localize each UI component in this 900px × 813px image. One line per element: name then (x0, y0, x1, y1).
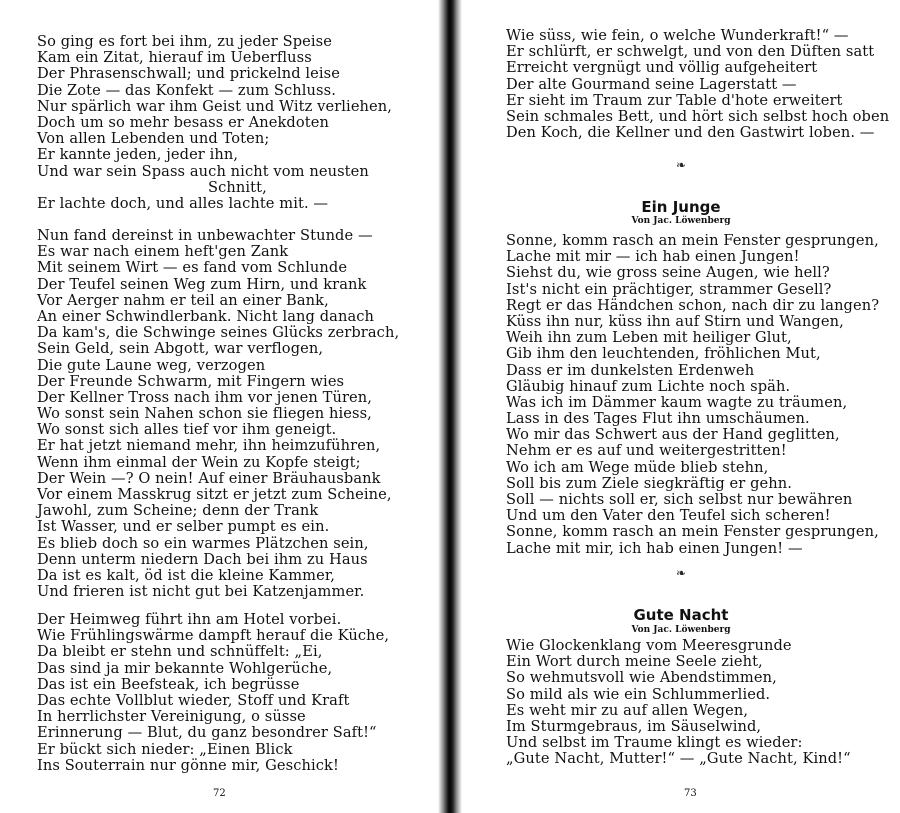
poem-line: Wie Glockenklang vom Meeresgrunde (506, 637, 792, 654)
poem-line: Es weht mir zu auf allen Wegen, (506, 701, 749, 719)
poem-line: Der Teufel seinen Weg zum Hirn, und krank (37, 275, 367, 293)
poem-line: Wo sonst sich alles tief vor ihm geneigt. (37, 421, 337, 439)
poem-line: Er sieht im Traum zur Table d'hote erweitert (506, 91, 843, 109)
poem-line: Den Koch, die Kellner und den Gastwirt loben. — (506, 124, 875, 142)
poem-title: Ein Junge (641, 198, 721, 216)
poem-line: Er kannte jeden, jeder ihn, (37, 146, 239, 164)
poem-line: Der alte Gourmand seine Lagerstatt — (506, 75, 797, 93)
poem-line: Weih ihn zum Leben mit heiliger Glut, (506, 329, 792, 347)
poem-byline: Von Jac. Löwenberg (631, 216, 731, 226)
poem-line: Jawohl, zum Scheine; denn der Trank (37, 502, 319, 520)
poem-line: Soll bis zum Ziele siegkräftig er gehn. (506, 474, 792, 492)
poem-line: Nur spärlich war ihm Geist und Witz verliehen, (37, 97, 393, 115)
page-number: 72 (213, 788, 226, 799)
poem-line: Da ist es kalt, öd ist die kleine Kammer, (37, 566, 336, 584)
poem-line: Der Freunde Schwarm, mit Fingern wies (37, 372, 345, 390)
poem-line: An einer Schwindlerbank. Nicht lang danach (37, 307, 375, 325)
poem-line: Im Sturmgebraus, im Säuselwind, (506, 717, 762, 735)
poem-stanza (506, 28, 889, 141)
poem-line: Gläubig hinauf zum Lichte noch späh. (506, 377, 791, 395)
poem-line: Die gute Laune weg, verzogen (37, 356, 266, 374)
poem-line: So mild als wie ein Schlummerlied. (506, 685, 771, 703)
poem-line: Der Kellner Tross nach ihm vor jenen Türen, (37, 388, 373, 406)
poem-line: Er lachte doch, und alles lachte mit. — (37, 194, 329, 212)
ornament-icon: ❧ (675, 158, 687, 172)
poem-line: Doch um so mehr besass er Anekdoten (37, 113, 329, 131)
poem-line: In herrlichster Vereinigung, o süsse (37, 708, 306, 726)
poem-line: Dass er im dunkelsten Erdenweh (506, 361, 755, 379)
poem-line: Regt er das Händchen schon, nach dir zu langen? (506, 296, 880, 314)
poem-title: Gute Nacht (633, 606, 729, 624)
right-page (462, 0, 900, 813)
poem-line: Der Heimweg führt ihn am Hotel vorbei. (37, 611, 342, 628)
poem-line: Wo sonst sein Nahen schon sie fliegen hiess, (37, 405, 372, 423)
poem-line: So ging es fort bei ihm, zu jeder Speise (37, 33, 332, 50)
poem-line: Wo ich am Wege müde blieb stehn, (506, 458, 769, 476)
poem-line: Der Phrasenschwall; und prickelnd leise (37, 65, 340, 83)
left-page (0, 0, 438, 813)
poem-line: Lache mit mir, ich hab einen Jungen! — (506, 539, 803, 557)
poem-line: Wenn ihm einmal der Wein zu Kopfe steigt; (37, 453, 361, 471)
poem-line: Er hat jetzt niemand mehr, ihn heimzuführen, (37, 437, 381, 455)
poem-line: Ist's nicht ein prächtiger, strammer Gesell? (506, 280, 832, 298)
poem-line: Sonne, komm rasch an mein Fenster gesprungen, (506, 523, 879, 541)
poem-line: So wehmutsvoll wie Abendstimmen, (506, 669, 777, 687)
poem-line: Sonne, komm rasch an mein Fenster gesprungen, (506, 232, 879, 249)
poem-line: Es war nach einem heft'gen Zank (37, 243, 289, 261)
poem-line: Es blieb doch so ein warmes Plätzchen sein, (37, 534, 369, 552)
poem-line: „Gute Nacht, Mutter!“ — „Gute Nacht, Kind!“ (506, 750, 851, 768)
poem-line: Und frieren ist nicht gut bei Katzenjammer. (37, 583, 365, 601)
poem-line: Und selbst im Traume klingt es wieder: (506, 734, 803, 752)
poem-line: Von allen Lebenden und Toten; (37, 130, 270, 148)
poem-line: Mit seinem Wirt — es fand vom Schlunde (37, 259, 348, 277)
poem-line: Der Wein —? O nein! Auf einer Bräuhausbank (37, 469, 381, 487)
poem-line: Schnitt, (208, 178, 267, 196)
book-gutter (438, 0, 462, 813)
poem-line: Wie Frühlingswärme dampft herauf die Küche, (37, 627, 390, 645)
poem-line: Und um den Vater den Teufel sich scheren! (506, 507, 831, 525)
poem-line: Sein Geld, sein Abgott, war verflogen, (37, 340, 324, 358)
poem-line: Nehm er es auf und weitergestritten! (506, 442, 787, 460)
poem-line: Er schlürft, er schwelgt, und von den Düften satt (506, 43, 875, 61)
poem-line: Lache mit mir — ich hab einen Jungen! (506, 248, 800, 266)
poem-byline: Von Jac. Löwenberg (631, 625, 731, 635)
poem-line: Kam ein Zitat, hierauf im Ueberfluss (37, 49, 312, 67)
poem-line: Nun fand dereinst in unbewachter Stunde — (37, 227, 373, 244)
poem-line: Denn unterm niedern Dach bei ihm zu Haus (37, 550, 368, 568)
poem-line: Da bleibt er stehn und schnüffelt: „Ei, (37, 643, 323, 661)
poem-line: Sein schmales Bett, und hört sich selbst hoch oben (506, 107, 890, 125)
poem-line: Er bückt sich nieder: „Einen Blick (37, 740, 293, 758)
poem-stanza (37, 34, 392, 212)
poem-line: Erinnerung — Blut, du ganz besondrer Saft!“ (37, 724, 377, 742)
page-number: 73 (684, 788, 697, 799)
poem-body (506, 638, 851, 768)
poem-line: Wo mir das Schwert aus der Hand geglitten, (506, 426, 840, 444)
poem-line: Soll — nichts soll er, sich selbst nur bewähren (506, 491, 853, 508)
poem-line: Erreicht vergnügt und völlig aufgeheitert (506, 59, 818, 77)
poem-line: Das ist ein Beefsteak, ich begrüsse (37, 675, 300, 693)
poem-line: Vor Aerger nahm er teil an einer Bank, (37, 291, 329, 309)
poem-line: Küss ihn nur, küss ihn auf Stirn und Wangen, (506, 312, 844, 330)
poem-line: Lass in des Tages Flut ihn umschäumen. (506, 410, 810, 428)
poem-line: Gib ihm den leuchtenden, fröhlichen Mut, (506, 345, 821, 363)
poem-line: Das echte Vollblut wieder, Stoff und Kraft (37, 691, 350, 709)
poem-line: Ins Souterrain nur gönne mir, Geschick! (37, 756, 339, 774)
poem-line: Da kam's, die Schwinge seines Glücks zerbrach, (37, 324, 400, 342)
poem-line: Siehst du, wie gross seine Augen, wie hell? (506, 264, 830, 282)
poem-stanza (37, 228, 399, 600)
poem-line: Und war sein Spass auch nicht vom neusten (37, 162, 369, 180)
ornament-icon: ❧ (675, 566, 687, 580)
poem-line: Wie süss, wie fein, o welche Wunderkraft!“ — (506, 27, 849, 44)
poem-line: Was ich im Dämmer kaum wagte zu träumen, (506, 393, 848, 411)
poem-line: Das sind ja mir bekannte Wohlgerüche, (37, 659, 333, 677)
poem-stanza (37, 612, 389, 774)
poem-line: Ein Wort durch meine Seele zieht, (506, 653, 763, 671)
poem-line: Ist Wasser, und er selber pumpt es ein. (37, 518, 330, 536)
poem-line: Die Zote — das Konfekt — zum Schluss. (37, 81, 336, 99)
poem-line: Vor einem Masskrug sitzt er jetzt zum Scheine, (37, 486, 392, 503)
poem-body (506, 233, 879, 557)
